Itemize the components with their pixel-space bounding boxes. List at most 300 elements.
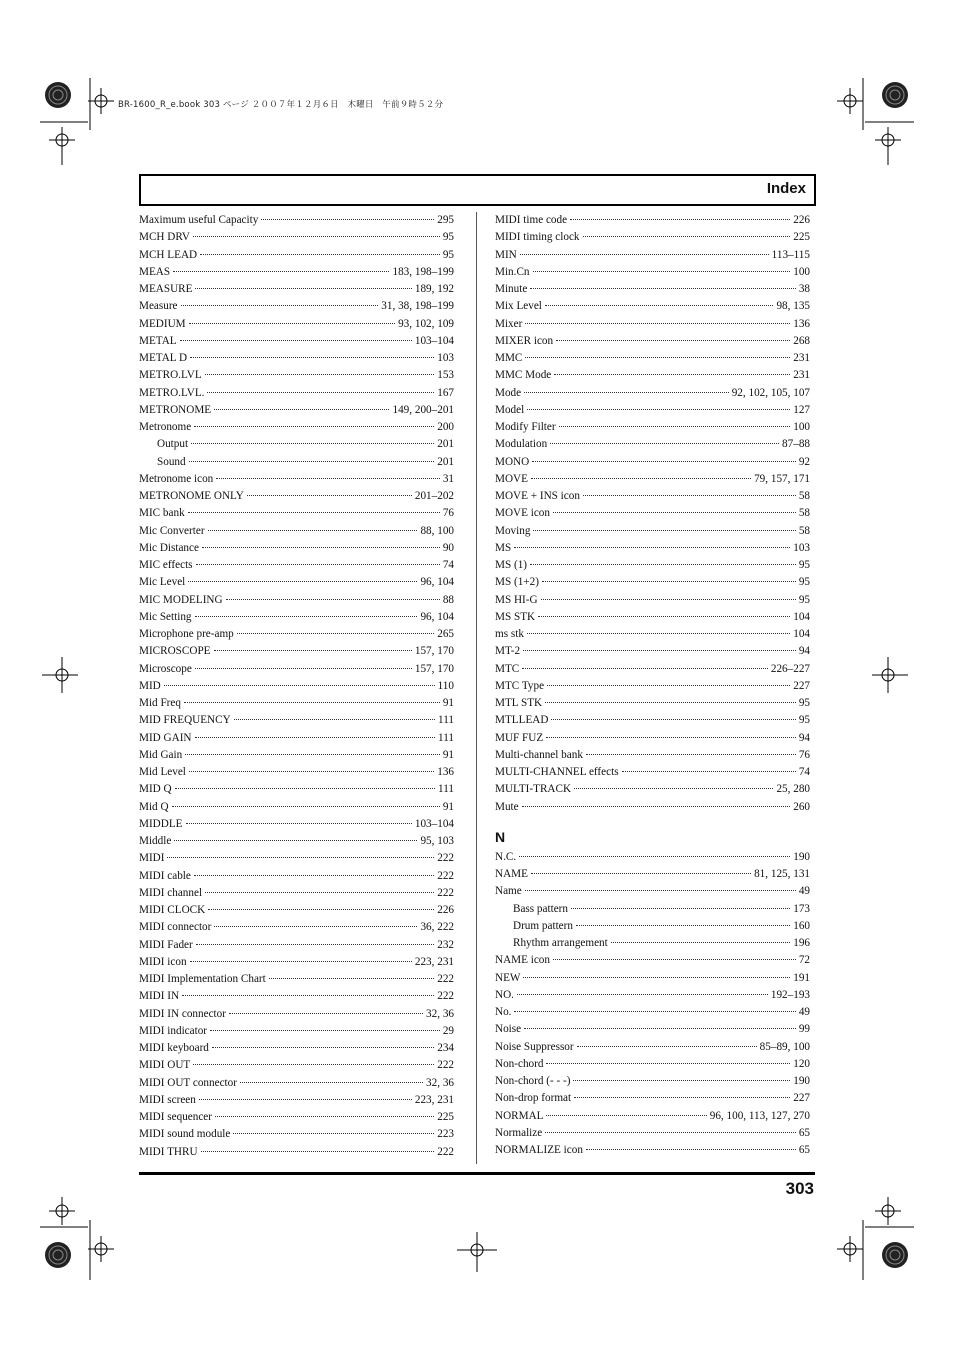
index-entry (495, 247, 810, 264)
index-entry (495, 695, 810, 712)
index-page-refs: 90 (442, 541, 454, 554)
index-entry (139, 367, 454, 384)
index-term: MID Q (139, 783, 172, 796)
index-term: MIDI IN connector (139, 1007, 226, 1020)
dot-leader (191, 442, 434, 444)
dot-leader (586, 753, 796, 755)
index-page-refs: 58 (798, 524, 810, 537)
index-term: MTLLEAD (495, 714, 549, 727)
index-entry (139, 712, 454, 729)
index-term: MS HI-G (495, 593, 538, 606)
dot-leader (576, 924, 790, 926)
index-page-refs: 232 (437, 938, 454, 951)
dot-leader (189, 322, 395, 324)
index-term: Model (495, 403, 525, 416)
dot-leader (182, 994, 434, 996)
registration-mark-mid-right (870, 655, 910, 695)
index-page-refs: 231 (793, 369, 810, 382)
index-page-refs: 260 (793, 800, 810, 813)
index-entry (495, 1021, 810, 1038)
dot-leader (525, 322, 790, 324)
index-term: NAME icon (495, 954, 550, 967)
dot-leader (208, 908, 434, 910)
index-entry (495, 212, 810, 229)
dot-leader (525, 889, 796, 891)
index-page-refs: 25, 280 (776, 783, 810, 796)
dot-leader (185, 753, 440, 755)
index-term: MID GAIN (139, 731, 192, 744)
index-page-refs: 95 (442, 248, 454, 261)
index-term: Mid Q (139, 800, 169, 813)
dot-leader (527, 408, 790, 410)
index-entry (139, 971, 454, 988)
index-page-refs: 226–227 (770, 662, 810, 675)
index-term: MEAS (139, 265, 171, 278)
dot-leader (524, 1027, 796, 1029)
index-entry (139, 281, 454, 298)
dot-leader (583, 494, 796, 496)
index-page-refs: 65 (798, 1126, 810, 1139)
index-term: Minute (495, 283, 528, 295)
index-term: MS STK (495, 610, 536, 623)
dot-leader (214, 925, 417, 927)
registration-mark-bottom-left (38, 1195, 128, 1285)
index-page-refs: 96, 104 (420, 576, 454, 589)
dot-leader (547, 684, 790, 686)
index-entry (139, 695, 454, 712)
registration-mark-bottom-center (455, 1230, 500, 1275)
dot-leader (530, 287, 795, 289)
index-group-m-continued (495, 212, 810, 816)
dot-leader (527, 632, 790, 634)
index-page-refs: 95 (442, 231, 454, 244)
index-entry (139, 885, 454, 902)
index-page-refs: 167 (437, 386, 454, 399)
index-entry (495, 316, 810, 333)
index-entry (139, 247, 454, 264)
dot-leader (214, 649, 412, 651)
index-page-refs: 95 (798, 576, 810, 589)
dot-leader (269, 977, 434, 979)
index-term: Microphone pre-amp (139, 628, 234, 640)
index-page-refs: 38 (798, 283, 810, 295)
index-term: MIXER icon (495, 334, 554, 347)
index-page-refs: 223 (437, 1128, 454, 1141)
index-term: MS (1+2) (495, 576, 539, 589)
index-entry (139, 816, 454, 833)
index-entry (139, 316, 454, 333)
index-term: Mid Freq (139, 697, 181, 709)
index-term: MICROSCOPE (139, 645, 211, 658)
section-title: Index (766, 180, 806, 197)
index-entry (495, 849, 810, 866)
index-page-refs: 227 (793, 679, 810, 692)
index-entry (139, 212, 454, 229)
index-entry (139, 799, 454, 816)
index-page-refs: 103 (437, 352, 454, 364)
dot-leader (570, 218, 790, 220)
index-term: Middle (139, 835, 172, 847)
index-entry (495, 385, 810, 402)
index-subentry (139, 436, 454, 453)
index-term: MTC Type (495, 679, 545, 692)
index-term: MIDI icon (139, 955, 187, 968)
index-entry (139, 574, 454, 591)
dot-leader (237, 632, 434, 634)
index-page-refs: 81, 125, 131 (754, 868, 810, 880)
index-subentry (139, 454, 454, 471)
dot-leader (226, 598, 440, 600)
index-page-refs: 31 (442, 472, 454, 485)
index-entry (139, 747, 454, 764)
index-page-refs: 136 (793, 317, 810, 330)
index-page-refs: 200 (437, 421, 454, 433)
dot-leader (196, 563, 440, 565)
index-page-refs: 223, 231 (414, 955, 454, 968)
index-term: MOVE icon (495, 507, 550, 520)
index-page-refs: 201 (437, 455, 454, 468)
index-term: MOVE (495, 472, 528, 485)
dot-leader (553, 511, 796, 513)
index-term: METAL D (139, 352, 188, 364)
index-page-refs: 100 (793, 421, 810, 433)
dot-leader (520, 253, 769, 255)
dot-leader (212, 1046, 434, 1048)
index-entry (495, 764, 810, 781)
index-entry (495, 799, 810, 816)
dot-leader (533, 270, 791, 272)
dot-leader (167, 856, 434, 858)
dot-leader (205, 373, 435, 375)
index-entry (139, 988, 454, 1005)
index-term: MULTI-CHANNEL effects (495, 766, 619, 778)
index-page-refs: 192–193 (770, 988, 810, 1001)
index-page-refs: 225 (437, 1111, 454, 1123)
index-term: MOVE + INS icon (495, 490, 580, 502)
index-entry (139, 333, 454, 350)
index-term: MIDI time code (495, 214, 568, 226)
index-page-refs: 201–202 (414, 490, 454, 502)
index-page-refs: 49 (798, 1006, 810, 1018)
index-page-refs: 88, 100 (420, 524, 454, 537)
index-page-refs: 96, 104 (420, 610, 454, 623)
index-subentry (495, 901, 810, 918)
index-subentry (495, 918, 810, 935)
index-term: MIN (495, 248, 517, 261)
dot-leader (546, 736, 796, 738)
dot-leader (247, 494, 412, 496)
index-entry (139, 1023, 454, 1040)
index-entry (139, 678, 454, 695)
index-entry (139, 1092, 454, 1109)
index-entry (495, 1004, 810, 1021)
dot-leader (174, 839, 417, 841)
index-entry (139, 1057, 454, 1074)
index-term: MULTI-TRACK (495, 783, 572, 796)
index-page-refs: 225 (793, 231, 810, 244)
index-page-refs: 223, 231 (414, 1093, 454, 1106)
index-page-refs: 49 (798, 885, 810, 898)
index-entry (139, 643, 454, 660)
dot-leader (622, 770, 796, 772)
index-term: No. (495, 1006, 512, 1018)
index-page-refs: 157, 170 (414, 645, 454, 658)
dot-leader (173, 270, 389, 272)
index-entry (495, 952, 810, 969)
dot-leader (583, 235, 791, 237)
index-subentry (495, 935, 810, 952)
index-entry (139, 609, 454, 626)
dot-leader (550, 442, 779, 444)
index-group-n (495, 849, 810, 1160)
index-entry (495, 712, 810, 729)
dot-leader (261, 218, 434, 220)
index-term: METAL (139, 334, 177, 347)
index-term: NORMAL (495, 1109, 544, 1122)
dot-leader (546, 1114, 706, 1116)
dot-leader (546, 1062, 790, 1064)
index-entry (495, 987, 810, 1004)
dot-leader (201, 1150, 435, 1152)
index-term: Measure (139, 300, 178, 313)
index-entry (139, 471, 454, 488)
index-term: MIDDLE (139, 817, 183, 830)
index-term: METRONOME (139, 403, 212, 416)
index-page-refs: 157, 170 (414, 662, 454, 675)
index-entry (139, 833, 454, 850)
index-term: MMC (495, 352, 523, 364)
dot-leader (233, 1132, 434, 1134)
index-entry (495, 298, 810, 315)
index-term: Min.Cn (495, 265, 530, 278)
index-page-refs: 222 (437, 1059, 454, 1072)
index-term: NORMALIZE icon (495, 1144, 583, 1156)
index-term: MIDI screen (139, 1093, 196, 1106)
index-page-refs: 94 (798, 731, 810, 744)
index-entry (495, 970, 810, 987)
index-entry (139, 523, 454, 540)
index-page-refs: 111 (438, 783, 454, 796)
index-term: MONO (495, 455, 530, 468)
dot-leader (164, 684, 435, 686)
index-entry (495, 523, 810, 540)
index-term: MEASURE (139, 283, 193, 295)
index-term: MIDI OUT connector (139, 1076, 237, 1089)
index-page-refs: 96, 100, 113, 127, 270 (709, 1109, 810, 1122)
index-entry (495, 557, 810, 574)
index-term: Mid Gain (139, 748, 183, 761)
index-term: Mic Level (139, 576, 186, 589)
index-entry (139, 505, 454, 522)
dot-leader (556, 339, 790, 341)
index-page-refs: 36, 222 (420, 921, 454, 934)
dot-leader (571, 907, 790, 909)
index-entry (495, 488, 810, 505)
index-entry (139, 730, 454, 747)
index-page-refs: 93, 102, 109 (398, 317, 454, 330)
index-term: MTC (495, 662, 520, 675)
dot-leader (207, 391, 434, 393)
index-term: Multi-channel bank (495, 748, 583, 761)
index-entry (495, 1108, 810, 1125)
index-entry (139, 1126, 454, 1143)
index-entry (139, 626, 454, 643)
index-term: MIDI Implementation Chart (139, 973, 266, 985)
index-page-refs: 95 (798, 559, 810, 571)
index-term: MID FREQUENCY (139, 714, 231, 727)
index-term: MCH DRV (139, 231, 191, 244)
index-term: MIC effects (139, 559, 193, 571)
index-entry (139, 385, 454, 402)
dot-leader (195, 615, 418, 617)
index-term: N.C. (495, 850, 517, 863)
dot-leader (190, 356, 434, 358)
dot-leader (172, 805, 440, 807)
index-page-refs: 58 (798, 490, 810, 502)
index-page-refs: 72 (798, 954, 810, 967)
index-page-refs: 160 (793, 919, 810, 932)
index-page-refs: 190 (793, 850, 810, 863)
index-term: METRO.LVL. (139, 386, 205, 399)
index-entry (139, 661, 454, 678)
index-page-refs: 65 (798, 1144, 810, 1156)
dot-leader (194, 874, 434, 876)
index-term: MIDI IN (139, 990, 180, 1003)
index-entry (495, 540, 810, 557)
registration-mark-mid-left (40, 655, 80, 695)
index-page-refs: 190 (793, 1075, 810, 1087)
dot-leader (200, 253, 440, 255)
index-entry (139, 229, 454, 246)
index-page-refs: 103–104 (414, 334, 454, 347)
index-entry (139, 1040, 454, 1057)
index-entry (495, 730, 810, 747)
index-page-refs: 222 (437, 869, 454, 882)
print-header: BR-1600_R_e.book 303 ページ ２００７年１２月６日 木曜日 午前９時５２分 (118, 100, 444, 110)
index-entry (495, 436, 810, 453)
index-entry (495, 419, 810, 436)
index-entry (139, 540, 454, 557)
index-entry (495, 747, 810, 764)
index-page-refs: 87–88 (782, 438, 810, 451)
index-term: MS (495, 541, 512, 554)
index-entry (495, 781, 810, 798)
index-term: Normalize (495, 1126, 543, 1139)
index-term: Microscope (139, 662, 192, 675)
index-page-refs: 94 (798, 645, 810, 658)
index-term: Bass pattern (513, 902, 568, 915)
index-page-refs: 189, 192 (414, 283, 454, 295)
index-entry (139, 954, 454, 971)
dot-leader (188, 580, 417, 582)
index-term: MUF FUZ (495, 731, 544, 744)
dot-leader (186, 822, 412, 824)
index-page-refs: 222 (437, 852, 454, 865)
index-page-refs: 88 (442, 593, 454, 606)
dot-leader (214, 408, 389, 410)
index-term: MIDI (139, 852, 165, 865)
index-page-refs: 222 (437, 1145, 454, 1158)
index-page-refs: 113–115 (771, 248, 810, 261)
index-term: Mid Level (139, 766, 186, 778)
index-entry (495, 609, 810, 626)
index-entry (495, 1073, 810, 1090)
index-column-left (139, 212, 454, 1161)
index-page-refs: 149, 200–201 (392, 403, 454, 416)
index-page-refs: 104 (793, 610, 810, 623)
index-entry (495, 1039, 810, 1056)
index-page-refs: 92, 102, 105, 107 (731, 386, 810, 399)
index-term: MIDI connector (139, 921, 212, 934)
index-term: MS (1) (495, 559, 528, 571)
index-page-refs: 91 (442, 800, 454, 813)
index-entry (139, 764, 454, 781)
dot-leader (193, 235, 440, 237)
index-term: Non-chord (- - -) (495, 1075, 571, 1087)
index-entry (495, 574, 810, 591)
dot-leader (573, 1079, 790, 1081)
index-term: Modulation (495, 438, 548, 451)
index-entry (495, 866, 810, 883)
index-page-refs: 226 (437, 904, 454, 916)
index-entry (495, 661, 810, 678)
index-page-refs: 32, 36 (426, 1007, 454, 1020)
index-page-refs: 100 (793, 265, 810, 278)
index-column-right (495, 212, 810, 1159)
dot-leader (545, 701, 796, 703)
index-term: Mic Distance (139, 541, 199, 554)
index-entry (139, 419, 454, 436)
index-page-refs: 111 (438, 731, 454, 744)
dot-leader (195, 667, 412, 669)
dot-leader (180, 339, 412, 341)
index-page-refs: 76 (442, 507, 454, 520)
index-page-refs: 268 (793, 334, 810, 347)
index-entry (139, 298, 454, 315)
index-term: Mute (495, 800, 519, 813)
dot-leader (193, 1063, 434, 1065)
index-term: Metronome icon (139, 472, 214, 485)
index-term: Sound (157, 455, 186, 468)
dot-leader (554, 373, 790, 375)
dot-leader (559, 425, 791, 427)
dot-leader (523, 649, 796, 651)
index-entry (495, 592, 810, 609)
column-divider (476, 212, 477, 1164)
index-term: NO. (495, 988, 514, 1001)
registration-mark-top-right (818, 70, 918, 170)
index-term: Rhythm arrangement (513, 937, 608, 949)
index-page-refs: 95, 103 (420, 835, 454, 847)
dot-leader (531, 477, 751, 479)
index-entry (495, 678, 810, 695)
index-term: METRO.LVL (139, 369, 202, 382)
dot-leader (522, 667, 768, 669)
index-entry (495, 643, 810, 660)
index-term: Non-chord (495, 1057, 544, 1070)
dot-leader (553, 958, 796, 960)
index-page-refs: 95 (798, 697, 810, 709)
index-term: Output (157, 438, 189, 451)
dot-leader (514, 1010, 795, 1012)
dot-leader (611, 941, 790, 943)
index-page-refs: 31, 38, 198–199 (381, 300, 454, 313)
index-term: MIC MODELING (139, 593, 223, 606)
index-term: MIDI indicator (139, 1024, 208, 1037)
index-term: NEW (495, 971, 521, 984)
index-page-refs: 136 (437, 766, 454, 778)
index-page-refs: 222 (437, 886, 454, 899)
